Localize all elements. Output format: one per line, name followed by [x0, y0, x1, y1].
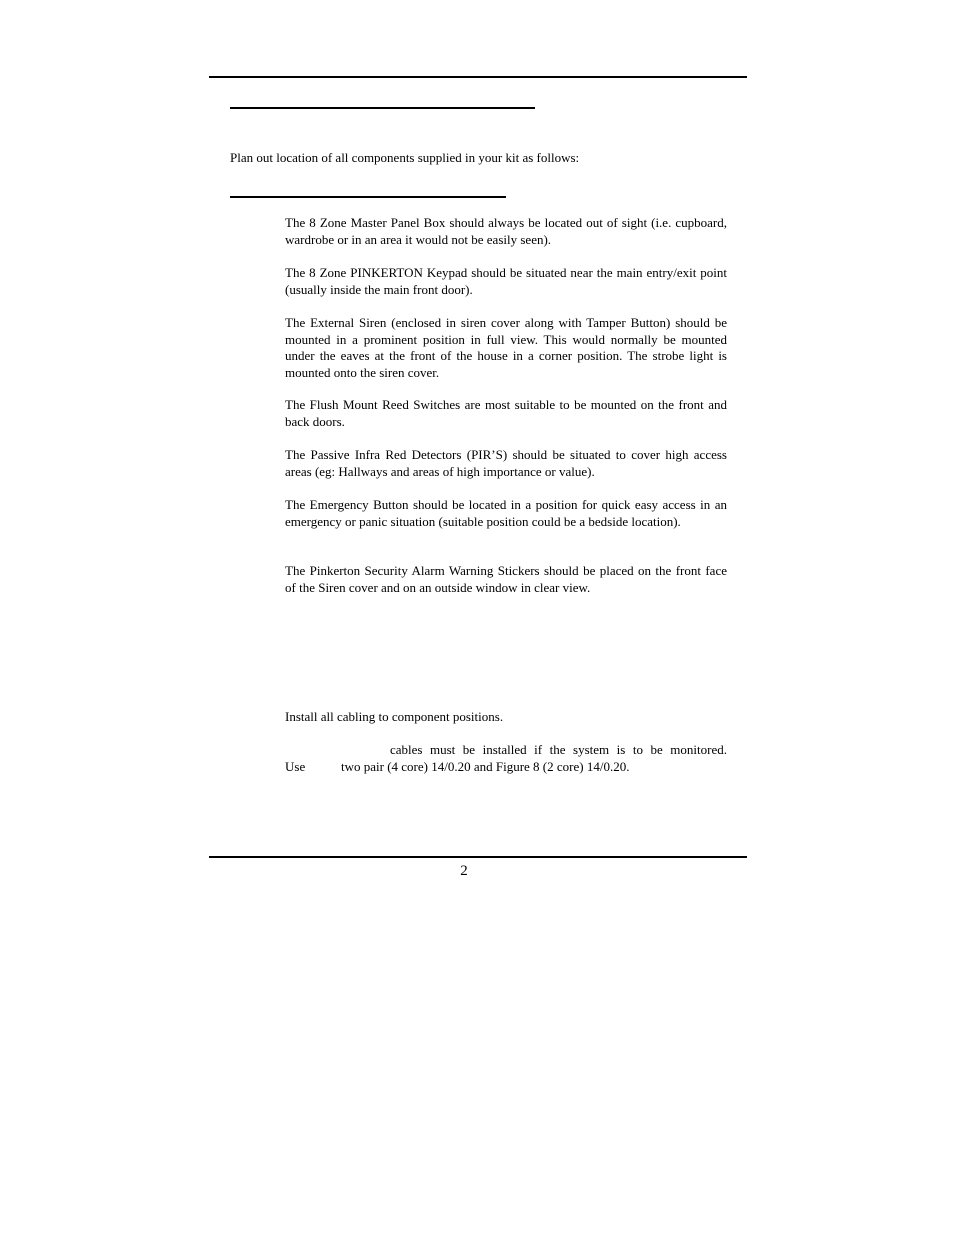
cable-note-use: Use [285, 759, 306, 774]
cable-note-line-2: two pair (4 core) 14/0.20 and Figure 8 (2 core) 14/0.20. [341, 759, 630, 774]
paragraph-external-siren: The External Siren (enclosed in siren cover along with Tamper Button) should be mounted in a prominent position in full view. This would normally be mounted under the eaves at the front of the house in a corner position. The strobe light is mounted onto the siren cover. [285, 315, 727, 380]
cable-note-line-1: cables must be installed if the system is to be monitored. [390, 742, 727, 757]
paragraph-reed-switches: The Flush Mount Reed Switches are most suitable to be mounted on the front and back doors. [285, 397, 727, 429]
paragraph-emergency-button: The Emergency Button should be located in a position for quick easy access in an emergency or panic situation (suitable position could be a bedside location). [285, 497, 727, 529]
paragraph-master-panel: The 8 Zone Master Panel Box should always be located out of sight (i.e. cupboard, wardrobe or in an area it would not be easily seen). [285, 215, 727, 247]
section-heading-underline [230, 107, 535, 109]
cabling-instruction: Install all cabling to component positions. [285, 709, 504, 724]
paragraph-pir-detectors: The Passive Infra Red Detectors (PIR’S) should be situated to cover high access areas (eg: Hallways and areas of high importance or value). [285, 447, 727, 479]
intro-text: Plan out location of all components supplied in your kit as follows: [230, 150, 580, 165]
page-number: 2 [460, 863, 468, 879]
paragraph-keypad: The 8 Zone PINKERTON Keypad should be situated near the main entry/exit point (usually inside the main front door). [285, 265, 727, 297]
subsection-heading-underline [230, 196, 506, 198]
bottom-rule [209, 856, 747, 858]
top-rule [209, 76, 747, 78]
paragraph-warning-stickers: The Pinkerton Security Alarm Warning Stickers should be placed on the front face of the Siren cover and on an outside window in clear view. [285, 563, 727, 595]
